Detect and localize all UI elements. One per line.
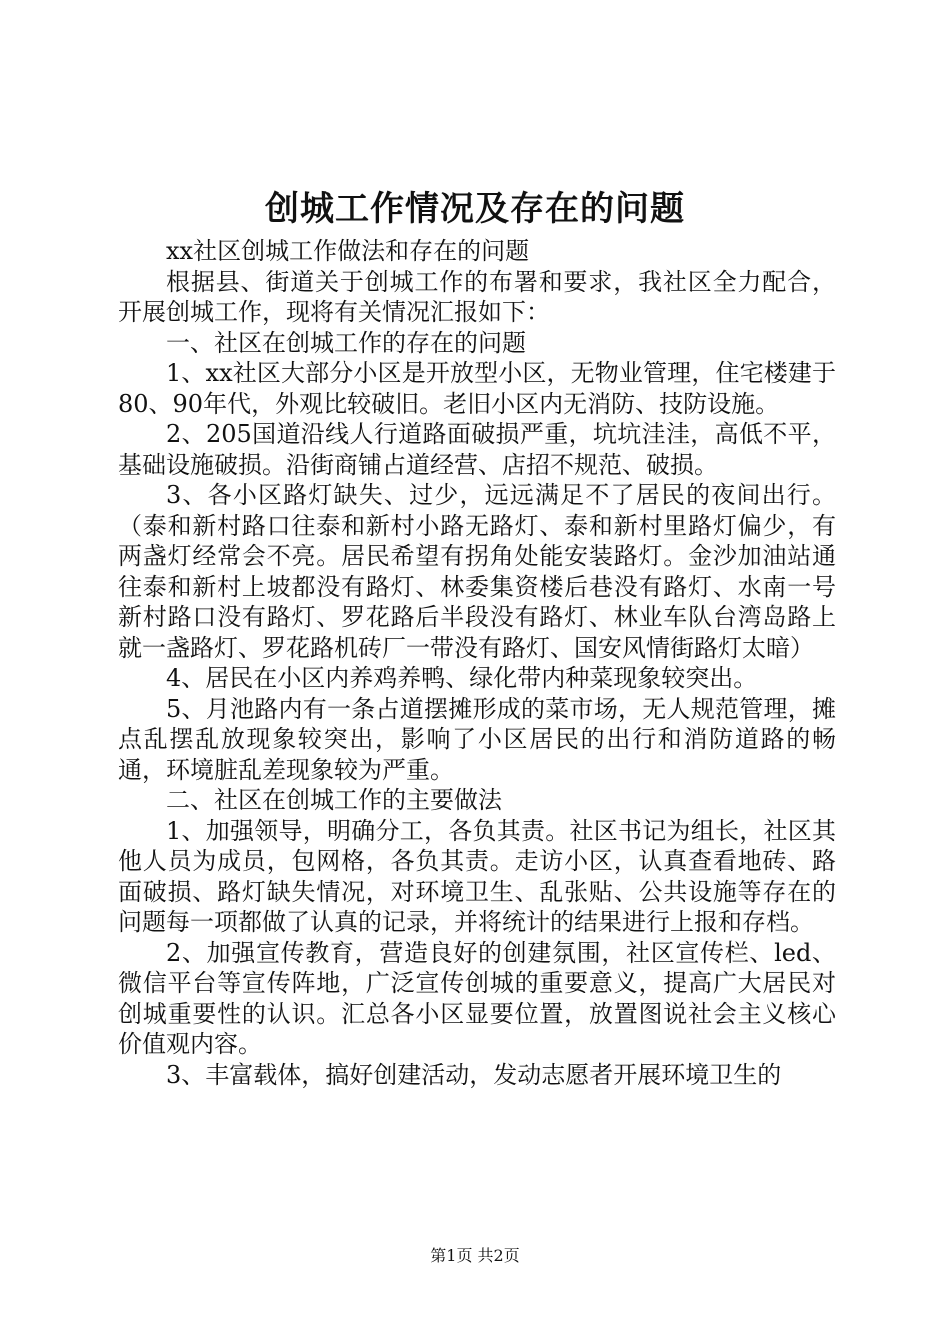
paragraph: 2、205国道沿线人行道路面破损严重，坑坑洼洼，高低不平，基础设施破损。沿街商铺占道经营、店招不规范、破损。 [118,420,836,479]
document-body [118,236,836,1090]
page-footer: 第1页 共2页 [430,1246,520,1265]
paragraph: 2、加强宣传教育，营造良好的创建氛围，社区宣传栏、led、微信平台等宣传阵地，广泛宣传创城的重要意义，提高广大居民对创城重要性的认识。汇总各小区显要位置，放置图说社会主义核心价值观内容。 [118,938,836,1058]
paragraph: 1、xx社区大部分小区是开放型小区，无物业管理，住宅楼建于80、90年代，外观比较破旧。老旧小区内无消防、技防设施。 [118,359,836,418]
document-title: 创城工作情况及存在的问题 [265,189,685,229]
paragraph: 二、社区在创城工作的主要做法 [166,786,502,814]
paragraph: 一、社区在创城工作的存在的问题 [166,328,526,357]
paragraph: 根据县、街道关于创城工作的布署和要求，我社区全力配合，开展创城工作，现将有关情况汇报如下： [118,267,836,326]
paragraph: 5、月池路内有一条占道摆摊形成的菜市场，无人规范管理，摊点乱摆乱放现象较突出，影响了小区居民的出行和消防道路的畅通，环境脏乱差现象较为严重。 [118,694,836,784]
paragraph: 4、居民在小区内养鸡养鸭、绿化带内种菜现象较突出。 [166,664,758,692]
paragraph: xx社区创城工作做法和存在的问题 [166,237,530,265]
paragraph: 3、丰富载体，搞好创建活动，发动志愿者开展环境卫生的 [166,1060,782,1089]
paragraph: 3、各小区路灯缺失、过少，远远满足不了居民的夜间出行。（泰和新村路口往泰和新村小路无路灯、泰和新村里路灯偏少，有两盏灯经常会不亮。居民希望有拐角处能安装路灯。金沙加油站通往泰和新村上坡都没有路灯、林委集资楼后巷没有路灯、水南一号新村路口没有路灯、罗花路后半段没有路灯、林业车队台湾岛路上就一盏路灯、罗花路机砖厂一带没有路灯、国安风情街路灯太暗） [118,481,836,662]
paragraph: 1、加强领导，明确分工，各负其责。社区书记为组长，社区其他人员为成员，包网格，各负其责。走访小区，认真查看地砖、路面破损、路灯缺失情况，对环境卫生、乱张贴、公共设施等存在的问题每一项都做了认真的记录，并将统计的结果进行上报和存档。 [118,816,836,936]
